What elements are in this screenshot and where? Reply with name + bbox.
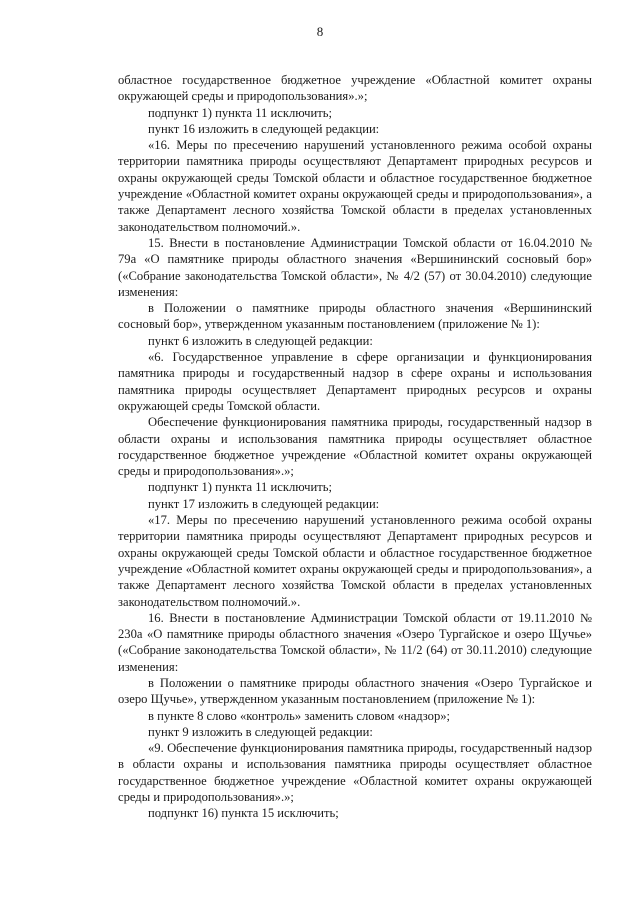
paragraph: «16. Меры по пресечению нарушений установленного режима особой охраны территории памятника природы осуществляют Департамент природных ресурсов и охраны окружающей среды Томской области и областное государственное бюджетное учреждение «Областной комитет охраны окружающей среды и природопользования», а также Департамент лесного хозяйства Томской области в пределах установленных законодательством полномочий.». [118,138,592,234]
paragraph: подпункт 1) пункта 11 исключить; [148,480,332,495]
paragraph: пункт 9 изложить в следующей редакции: [148,724,373,739]
paragraph: в Положении о памятнике природы областного значения «Озеро Тургайское и озеро Щучье», утвержденном указанным постановлением (приложение № 1): [118,675,592,707]
paragraph: подпункт 1) пункта 11 исключить; [148,105,332,120]
paragraph: «17. Меры по пресечению нарушений установленного режима особой охраны территории памятника природы осуществляют Департамент природных ресурсов и охраны окружающей среды Томской области и областное государственное бюджетное учреждение «Областной комитет охраны окружающей среды и природопользования», а также Департамент лесного хозяйства Томской области в пределах установленных законодательством полномочий.». [118,513,592,609]
paragraph: подпункт 16) пункта 15 исключить; [148,806,339,821]
body-text [118,72,592,822]
paragraph: в пункте 8 слово «контроль» заменить словом «надзор»; [148,708,451,723]
paragraph: пункт 17 изложить в следующей редакции: [148,496,380,511]
paragraph: 15. Внести в постановление Администрации Томской области от 16.04.2010 № 79а «О памятнике природы областного значения «Вершининский сосновый бор» («Собрание законодательства Томской области», № 4/2 (57) от 30.04.2010) следующие изменения: [118,235,592,299]
paragraph: «6. Государственное управление в сфере организации и функционирования памятника природы и государственный надзор в сфере охраны и использования памятника природы осуществляет Департамент природных ресурсов и охраны окружающей среды Томской области. [118,350,592,413]
paragraph: «9. Обеспечение функционирования памятника природы, государственный надзор в области охраны и использования памятника природы осуществляет областное государственное бюджетное учреждение «Областной комитет охраны окружающей среды и природопользования».»; [118,741,592,805]
page-number: 8 [316,24,324,39]
paragraph: 16. Внести в постановление Администрации Томской области от 19.11.2010 № 230а «О памятнике природы областного значения «Озеро Тургайское и озеро Щучье» («Собрание законодательства Томской области», № 11/2 (64) от 30.11.2010) следующие изменения: [118,610,592,674]
paragraph: Обеспечение функционирования памятника природы, государственный надзор в области охраны и использования памятника природы осуществляет областное государственное бюджетное учреждение «Областной комитет охраны окружающей среды и природопользования».»; [118,415,592,479]
paragraph: областное государственное бюджетное учреждение «Областной комитет охраны окружающей среды и природопользования».»; [118,73,592,104]
paragraph: в Положении о памятнике природы областного значения «Вершининский сосновый бор», утвержденном указанным постановлением (приложение № 1): [118,301,592,332]
paragraph: пункт 6 изложить в следующей редакции: [148,333,373,348]
paragraph: пункт 16 изложить в следующей редакции: [148,121,380,136]
